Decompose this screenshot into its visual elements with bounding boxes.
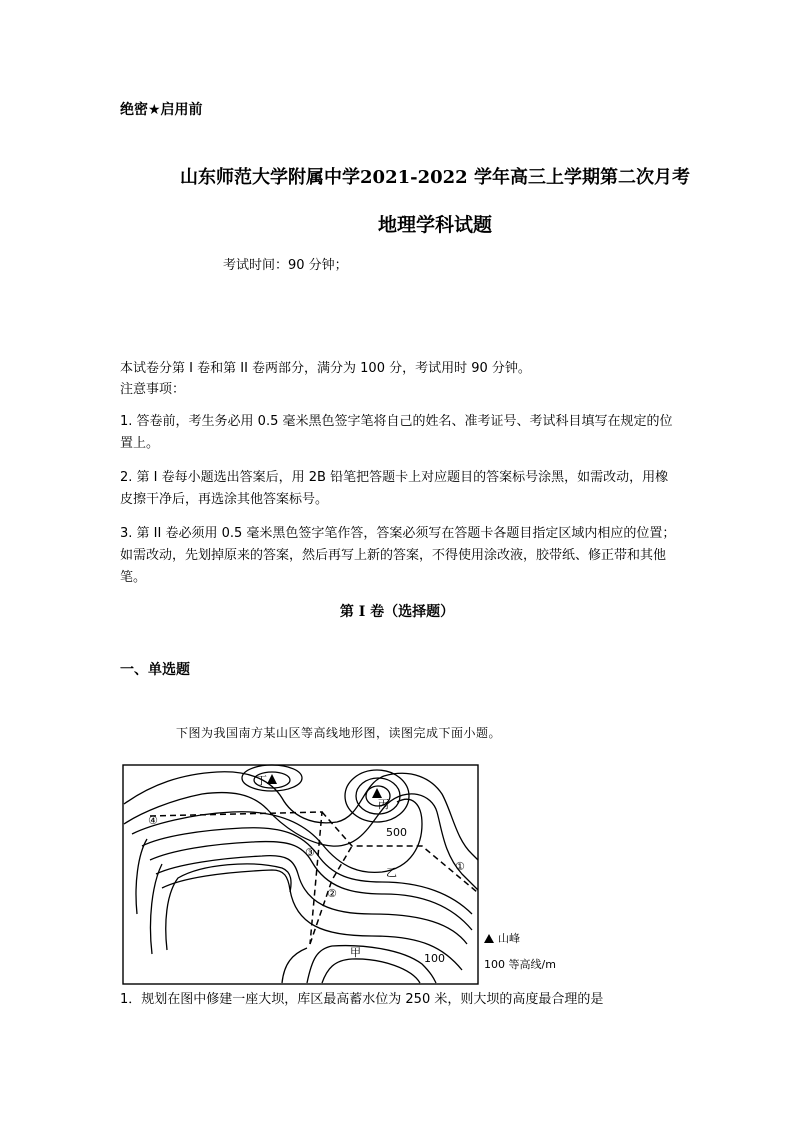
label-point-1: ① [455,860,465,873]
legend-peak: 山峰 [498,932,520,945]
peak-icon [484,934,494,943]
part-heading: 一、单选题 [120,662,190,678]
label-point-2: ② [327,887,337,900]
label-ding: 丁 [256,774,267,787]
label-point-3: ③ [305,846,315,859]
section-title: 第 I 卷（选择题） [339,604,455,620]
intro-line: 本试卷分第 I 卷和第 II 卷两部分，满分为 100 分，考试用时 90 分钟。 [120,361,531,376]
exam-time: 考试时间：90 分钟； [223,258,348,273]
exam-subtitle: 地理学科试题 [377,214,492,236]
exam-title: 山东师范大学附属中学2021-2022 学年高三上学期第二次月考 [180,167,690,188]
legend-contour: 100 等高线/m [484,958,556,971]
label-point-4: ④ [148,814,158,827]
note-item: 1. 答卷前，考生务必用 0.5 毫米黑色签字笔将自己的姓名、准考证号、考试科目填写在规定的位置上。 [120,414,673,451]
label-500: 500 [386,826,407,839]
label-100: 100 [424,952,445,965]
note-item: 2. 第 I 卷每小题选出答案后，用 2B 铅笔把答题卡上对应题目的答案标号涂黑，如需改动，用橡皮擦干净后，再选涂其他答案标号。 [120,470,669,507]
label-bing: 丙 [378,798,389,811]
notes-title: 注意事项： [120,382,186,397]
contour-map [122,764,480,986]
map-legend [484,930,556,974]
label-yi: 乙 [386,866,397,879]
secret-mark: 绝密★启用前 [120,102,203,118]
question-1: 1．规划在图中修建一座大坝，库区最高蓄水位为 250 米，则大坝的高度最合理的是 [120,992,604,1007]
label-jia: 甲 [350,946,361,959]
note-item: 3. 第 II 卷必须用 0.5 毫米黑色签字笔作答，答案必须写在答题卡各题目指定区域内相应的位置；如需改动，先划掉原来的答案，然后再写上新的答案，不得使用涂改液，胶带纸、修正带和其他笔。 [120,526,676,585]
figure-caption: 下图为我国南方某山区等高线地形图，读图完成下面小题。 [176,726,502,740]
